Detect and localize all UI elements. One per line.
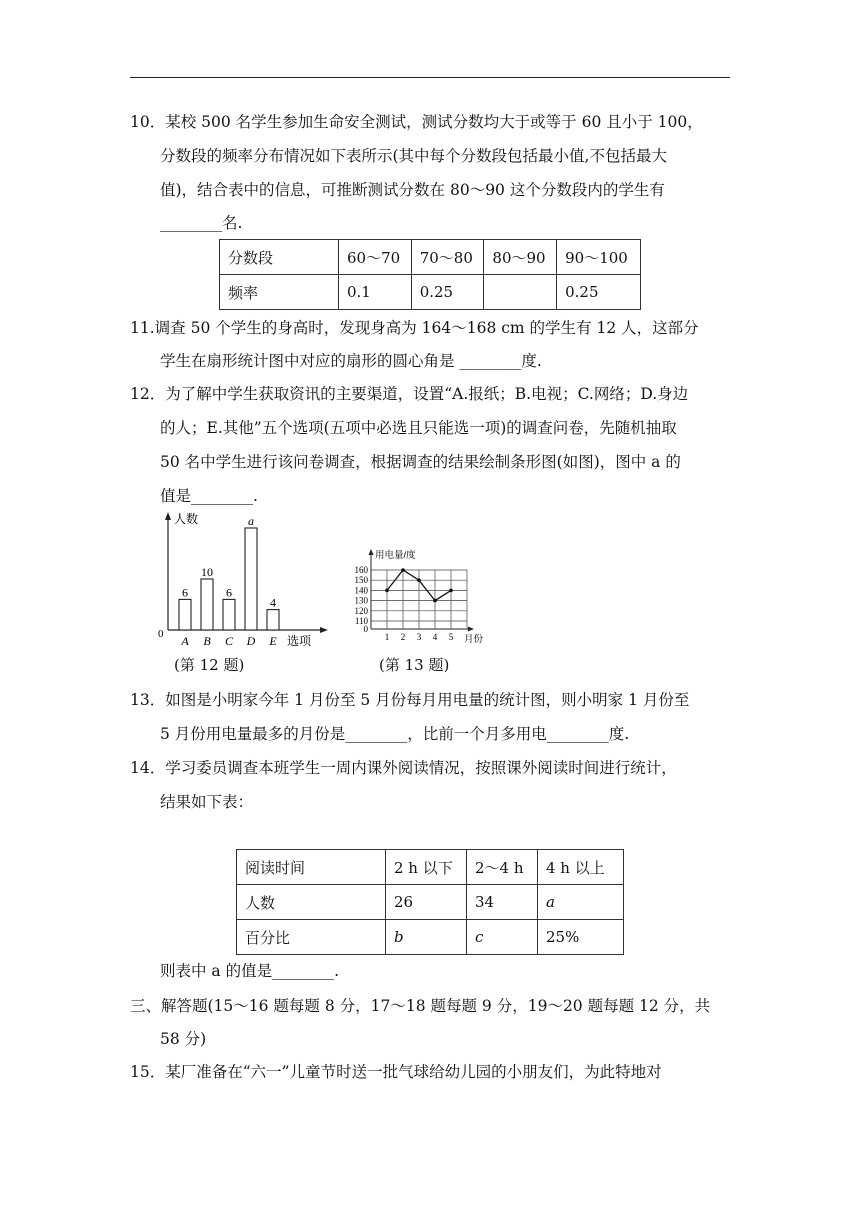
bar-A (179, 599, 191, 630)
table-row (220, 240, 641, 275)
x-axis-label: 选项 (287, 634, 312, 648)
table-cell: 频率 (220, 275, 339, 310)
q12-line-3: 50 名中学生进行该问卷调查，根据调查的结果绘制条形图(如图)，图中 a 的 (160, 453, 681, 471)
section-3-heading-line-2: 58 分) (160, 1030, 207, 1048)
table-cell: 60～70 (339, 240, 412, 275)
q14-line-2: 结果如下表： (160, 793, 254, 811)
q12-line-2: 的人；E.其他”五个选项(五项中必选且只能选一项)的调查问卷，先随机抽取 (160, 419, 677, 437)
x-axis-arrow (320, 627, 328, 633)
x-tick-label: 1 (384, 632, 390, 642)
q12-line-4: 值是________. (160, 487, 258, 505)
data-point (401, 568, 405, 572)
x-tick-label: 5 (448, 632, 454, 642)
bar-value-label: 4 (270, 595, 276, 610)
table-cell: 34 (467, 885, 538, 920)
data-point (417, 578, 421, 582)
q11-line-2: 学生在扇形统计图中对应的扇形的圆心角是 ________度. (160, 352, 542, 370)
q13-line-1: 13．如图是小明家今年 1 月份至 5 月份每月用电量的统计图，则小明家 1 月份至 (130, 691, 690, 709)
bar-E (267, 610, 279, 630)
data-point (385, 589, 389, 593)
q13-line-2: 5 月份用电量最多的月份是________，比前一个月多用电________度. (160, 725, 630, 743)
x-tick-label: C (224, 634, 234, 648)
line-chart (346, 546, 492, 646)
y-tick-label: 110 (354, 616, 368, 626)
table-cell: 4 h 以上 (538, 850, 624, 885)
table-cell: 0.25 (411, 275, 484, 310)
figure-caption-13: (第 13 题) (379, 656, 450, 674)
table-row (237, 885, 624, 920)
y-tick-label: 150 (354, 575, 368, 586)
table-row (237, 850, 624, 885)
data-point (449, 589, 453, 593)
y-tick-label: 120 (354, 605, 368, 616)
origin-label: 0 (158, 628, 164, 640)
y-axis-label: 人数 (174, 512, 199, 526)
data-point (433, 599, 437, 603)
y-tick-label: 0 (363, 624, 368, 634)
section-3-heading-line-1: 三、解答题(15～16 题每题 8 分，17～18 题每题 9 分，19～20 题每题 12 分，共 (130, 997, 711, 1015)
y-axis-label: 用电量/度 (375, 550, 416, 561)
q10-line-2: 分数段的频率分布情况如下表所示(其中每个分数段包括最小值,不包括最大 (160, 147, 667, 165)
q10-line-3: 值)，结合表中的信息，可推断测试分数在 80～90 这个分数段内的学生有 (160, 181, 665, 199)
table-cell: a (538, 885, 624, 920)
q10-line-1: 10．某校 500 名学生参加生命安全测试，测试分数均大于或等于 60 且小于 100， (130, 113, 703, 131)
bar-chart (150, 508, 330, 652)
x-tick-label: 4 (432, 632, 438, 642)
table-cell: 90～100 (557, 240, 641, 275)
table-cell: 百分比 (237, 920, 386, 955)
q14-after-line: 则表中 a 的值是________. (160, 962, 340, 980)
table-cell (484, 275, 557, 310)
y-tick-label: 160 (354, 565, 368, 575)
q14-reading-table (236, 849, 624, 955)
bar-value-label: 6 (182, 585, 188, 600)
x-axis-arrow (468, 627, 474, 632)
q12-line-1: 12．为了解中学生获取资讯的主要渠道，设置“A.报纸；B.电视；C.网络；D.身边 (130, 385, 689, 403)
y-tick-label: 140 (354, 585, 368, 596)
bar-D (245, 528, 257, 630)
table-cell: 阅读时间 (237, 850, 386, 885)
table-cell: 26 (386, 885, 467, 920)
table-cell: 0.25 (557, 275, 641, 310)
y-axis-arrow (369, 549, 374, 555)
q14-line-1: 14．学习委员调查本班学生一周内课外阅读情况，按照课外阅读时间进行统计， (130, 759, 677, 777)
x-tick-label: B (203, 634, 211, 648)
table-cell: 0.1 (339, 275, 412, 310)
table-cell: 25% (538, 920, 624, 955)
table-cell: 2～4 h (467, 850, 538, 885)
x-tick-label: 3 (416, 632, 422, 642)
table-cell: 分数段 (220, 240, 339, 275)
table-row (220, 275, 641, 310)
bar-value-label: a (248, 514, 254, 528)
header-rule (130, 77, 730, 78)
q10-score-table (219, 239, 641, 310)
bar-value-label: 6 (226, 585, 232, 600)
figure-caption-12: (第 12 题) (174, 656, 245, 674)
q11-line-1: 11.调查 50 个学生的身高时，发现身高为 164～168 cm 的学生有 12 人，这部分 (130, 319, 699, 337)
x-tick-label: A (181, 634, 189, 648)
table-cell: 2 h 以下 (386, 850, 467, 885)
y-axis-arrow (165, 512, 171, 520)
bar-value-label: 10 (201, 565, 213, 579)
x-tick-label: 2 (400, 632, 406, 642)
x-axis-label: 月份 (464, 634, 484, 645)
table-cell: 80～90 (484, 240, 557, 275)
table-row (237, 920, 624, 955)
q15-line-1: 15．某厂准备在“六一”儿童节时送一批气球给幼儿园的小朋友们，为此特地对 (130, 1063, 662, 1081)
bar-C (223, 599, 235, 630)
y-tick-label: 130 (354, 595, 368, 606)
q10-line-4: ________名. (160, 214, 243, 232)
x-tick-label: D (246, 634, 256, 648)
bar-B (201, 579, 213, 630)
table-cell: 人数 (237, 885, 386, 920)
table-cell: 70～80 (411, 240, 484, 275)
x-tick-label: E (269, 634, 277, 648)
table-cell: c (467, 920, 538, 955)
table-cell: b (386, 920, 467, 955)
